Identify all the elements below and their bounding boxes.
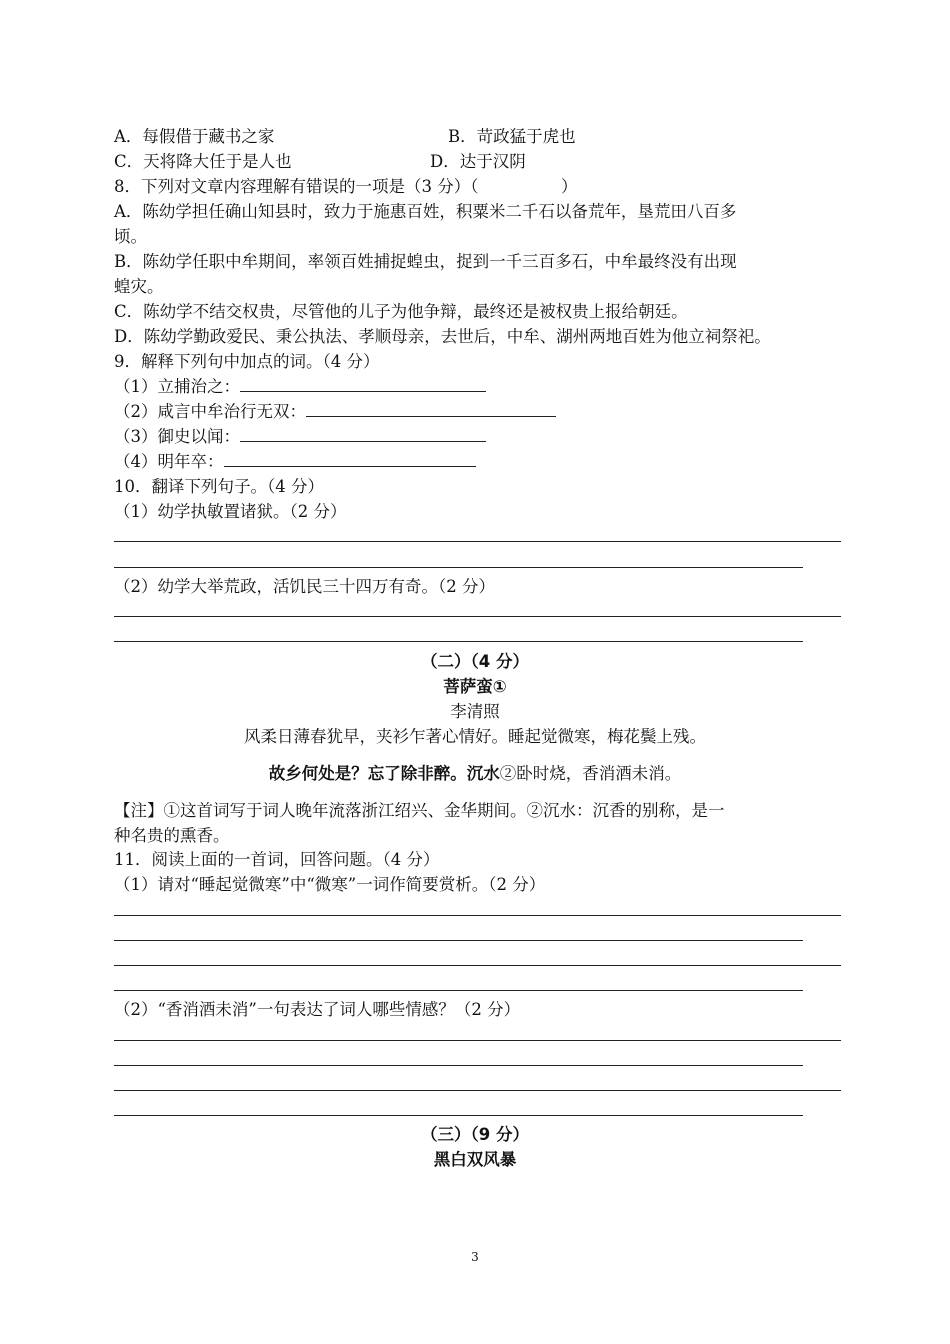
q11-stem: 11．阅读上面的一首词，回答问题。（4 分） xyxy=(114,850,440,869)
poem-line-2-part-a: 故乡何处是？忘了除非醉。沉水 xyxy=(268,764,500,783)
answer-line[interactable] xyxy=(114,915,841,916)
answer-line[interactable] xyxy=(114,965,841,966)
answer-line[interactable] xyxy=(114,1065,803,1066)
q9-item-3-label: （3）御史以闻： xyxy=(114,427,240,446)
poem-line-2 xyxy=(0,761,950,786)
q9-answer-blank-3[interactable] xyxy=(240,425,486,442)
q7-option-c: C．天将降大任于是人也 xyxy=(114,152,292,171)
q9-answer-blank-4[interactable] xyxy=(224,450,476,467)
q7-option-d: D．达于汉阴 xyxy=(430,152,526,171)
q7-option-a: A．每假借于藏书之家 xyxy=(114,127,275,146)
answer-line[interactable] xyxy=(114,567,803,568)
q11-sub-2: （2）“香消酒未消”一句表达了词人哪些情感？（2 分） xyxy=(114,1000,521,1019)
page-number: 3 xyxy=(471,1250,479,1264)
q9-answer-blank-2[interactable] xyxy=(306,400,556,417)
section-2-heading: （二）（4 分） xyxy=(421,652,529,671)
poem-note-line-2: 种名贵的熏香。 xyxy=(114,826,230,845)
q8-option-d: D．陈幼学勤政爱民、秉公执法、孝顺母亲，去世后，中牟、湖州两地百姓为他立祠祭祀。 xyxy=(114,327,771,346)
q8-option-a-line1: A．陈幼学担任确山知县时，致力于施惠百姓，积粟米二千石以备荒年，垦荒田八百多 xyxy=(114,202,737,221)
poem-title: 菩萨蛮① xyxy=(443,677,507,696)
poem-author: 李清照 xyxy=(450,702,500,721)
q9-answer-blank-1[interactable] xyxy=(240,375,486,392)
answer-line[interactable] xyxy=(114,1040,841,1041)
answer-line[interactable] xyxy=(114,541,841,542)
q8-option-b-line2: 蝗灾。 xyxy=(114,277,164,296)
section-3-title: 黑白双风暴 xyxy=(433,1150,517,1169)
q9-item-3 xyxy=(114,424,486,449)
q9-item-2-label: （2）咸言中牟治行无双： xyxy=(114,402,306,421)
answer-line[interactable] xyxy=(114,1090,841,1091)
q10-sentence-1: （1）幼学执敏置诸狱。（2 分） xyxy=(114,502,347,521)
poem-line-1: 风柔日薄春犹早，夹衫乍著心情好。睡起觉微寒，梅花鬓上残。 xyxy=(244,727,706,746)
q8-option-a-line2: 顷。 xyxy=(114,227,147,246)
section-3-heading: （三）（9 分） xyxy=(421,1125,529,1144)
q9-item-4-label: （4）明年卒： xyxy=(114,452,224,471)
answer-line[interactable] xyxy=(114,1115,803,1116)
q8-stem: 8．下列对文章内容理解有错误的一项是（3 分）（ ） xyxy=(114,177,578,196)
q7-option-b: B．苛政猛于虎也 xyxy=(448,127,576,146)
poem-note-line-1: 【注】①这首词写于词人晚年流落浙江绍兴、金华期间。②沉水：沉香的别称，是一 xyxy=(114,801,725,820)
answer-line[interactable] xyxy=(114,990,803,991)
q10-sentence-2: （2）幼学大举荒政，活饥民三十四万有奇。（2 分） xyxy=(114,577,495,596)
q9-stem: 9．解释下列句中加点的词。（4 分） xyxy=(114,352,380,371)
answer-line[interactable] xyxy=(114,940,803,941)
q9-item-1-label: （1）立捕治之： xyxy=(114,377,240,396)
answer-line[interactable] xyxy=(114,616,841,617)
q10-stem: 10．翻译下列句子。（4 分） xyxy=(114,477,324,496)
q8-option-c: C．陈幼学不结交权贵，尽管他的儿子为他争辩，最终还是被权贵上报给朝廷。 xyxy=(114,302,688,321)
q9-item-1 xyxy=(114,374,486,399)
answer-line[interactable] xyxy=(114,641,803,642)
poem-line-2-part-b: ②卧时烧，香消酒未消。 xyxy=(499,764,682,783)
q11-sub-1: （1）请对“睡起觉微寒”中“微寒”一词作简要赏析。（2 分） xyxy=(114,875,546,894)
q9-item-4 xyxy=(114,449,476,474)
q8-option-b-line1: B．陈幼学任职中牟期间，率领百姓捕捉蝗虫，捉到一千三百多石，中牟最终没有出现 xyxy=(114,252,737,271)
q9-item-2 xyxy=(114,399,556,424)
